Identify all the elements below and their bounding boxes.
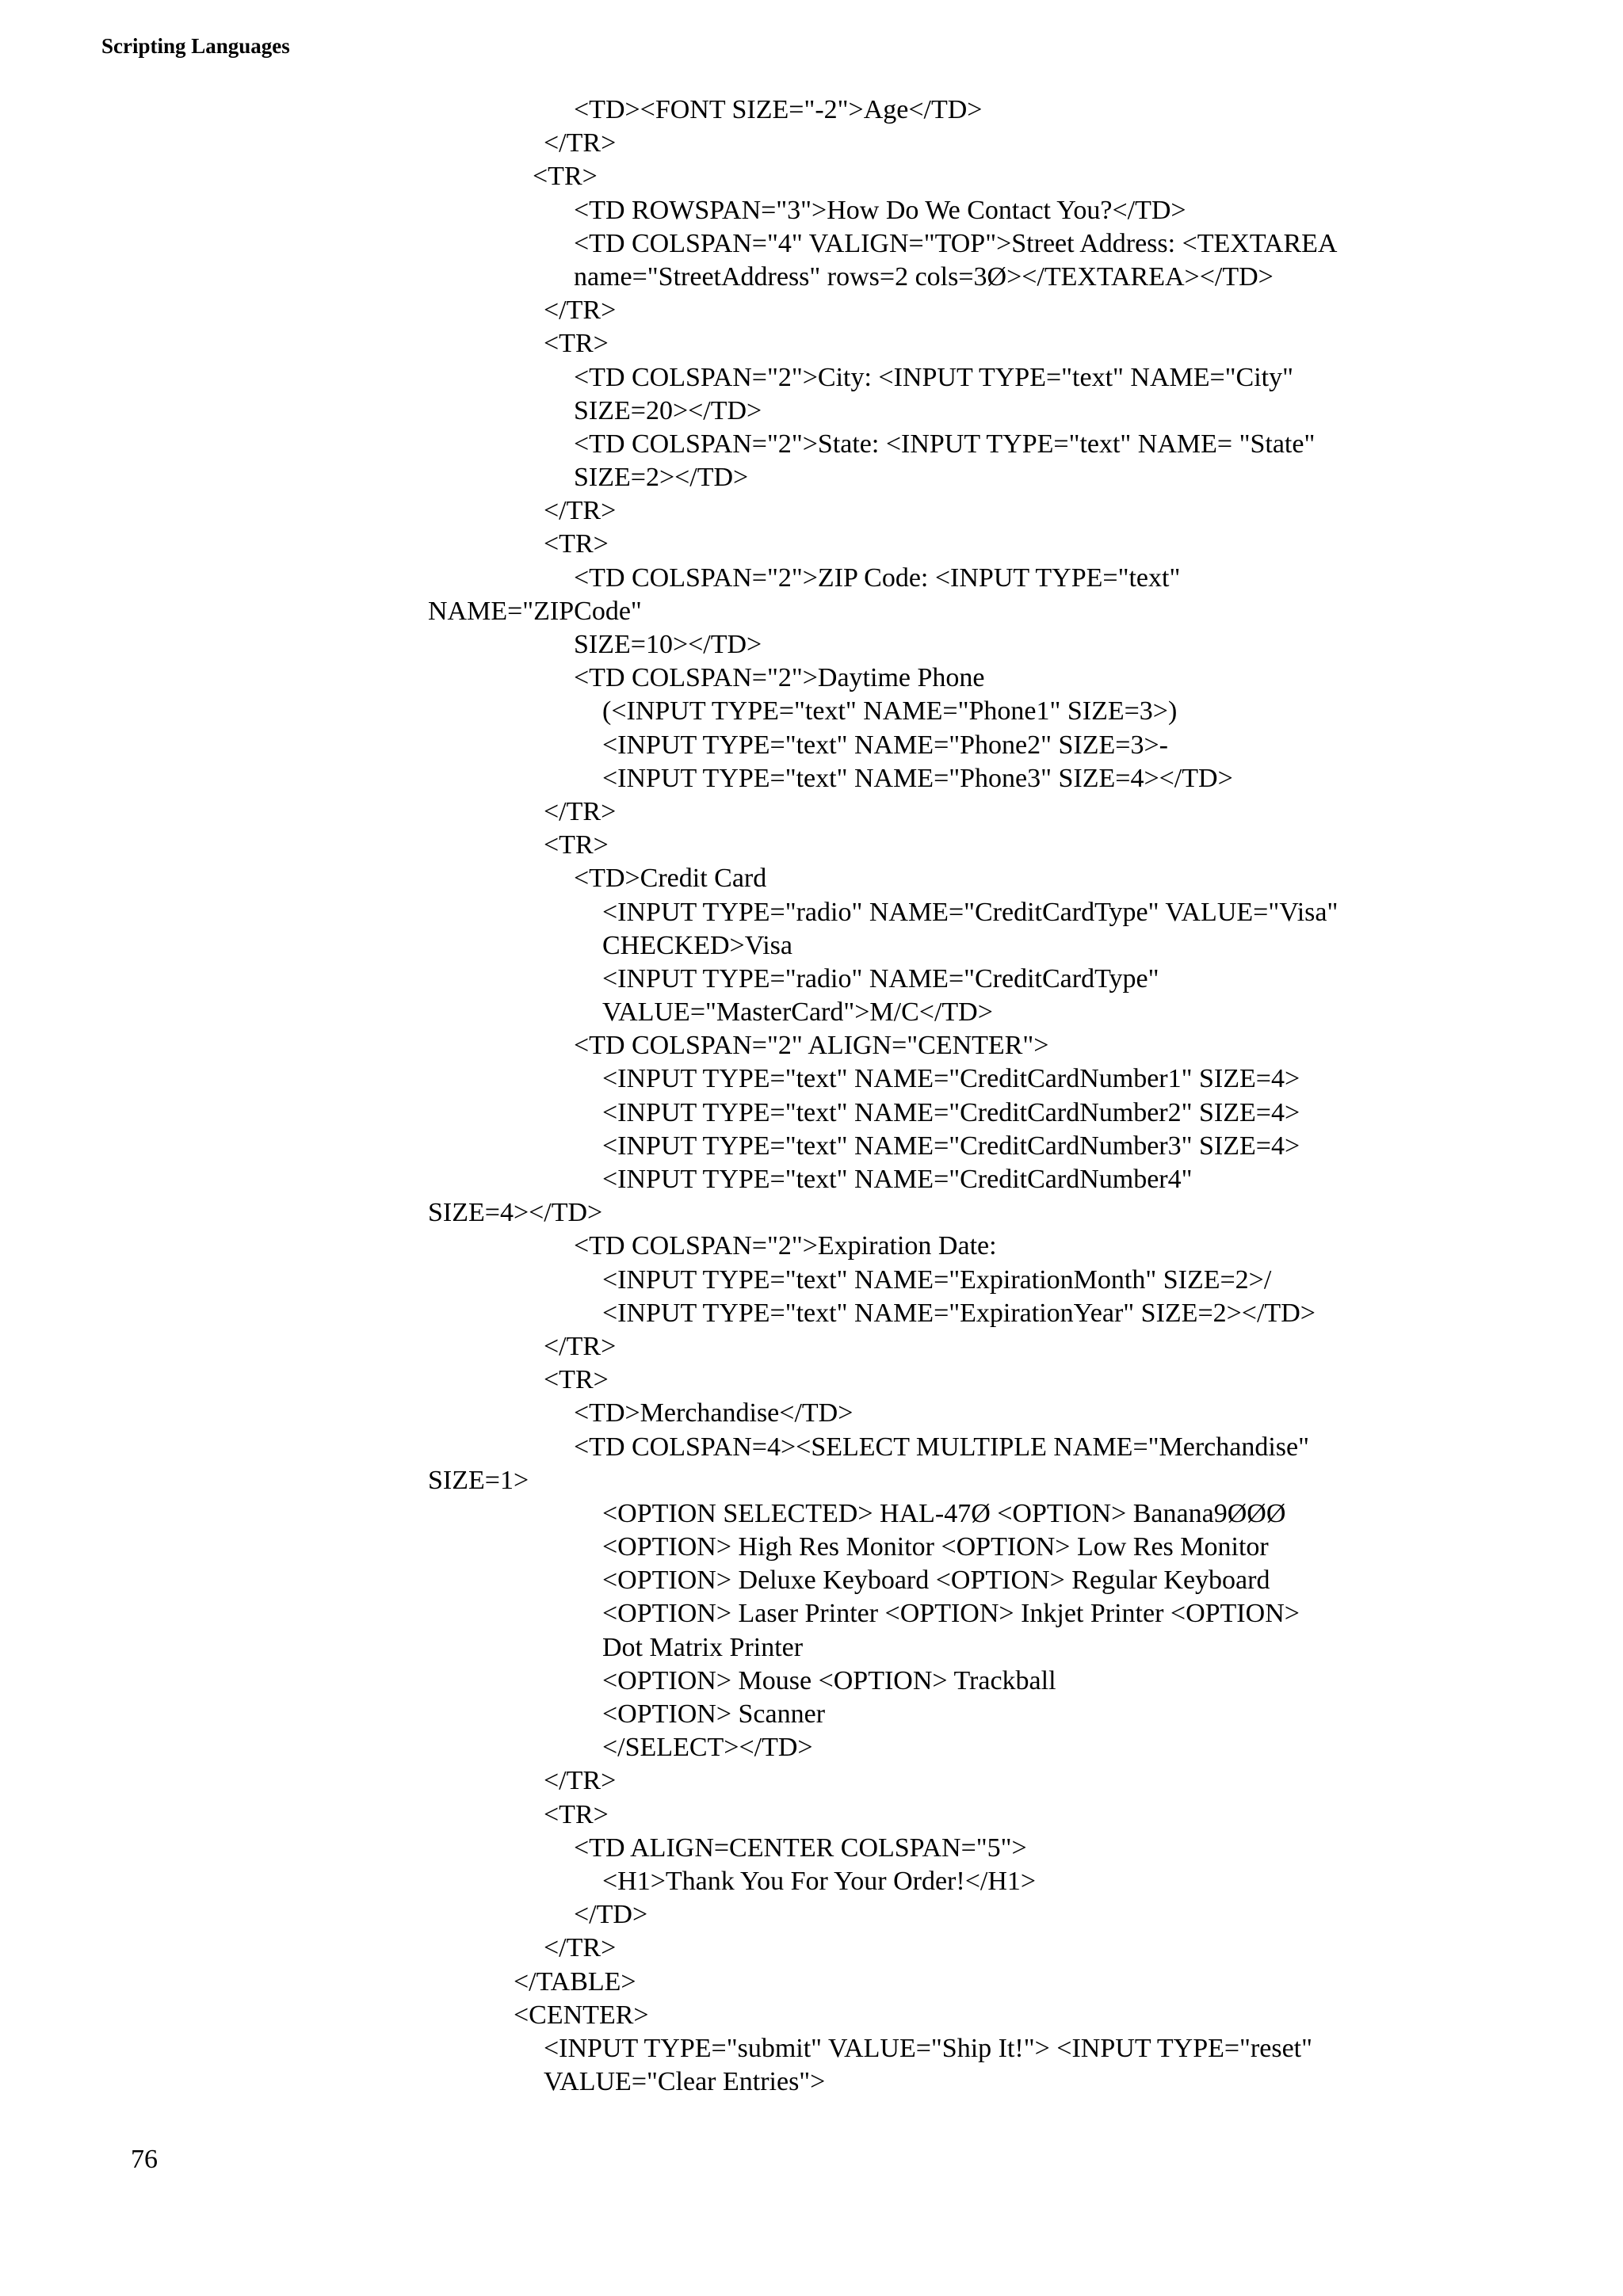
code-line: <TD ROWSPAN="3">How Do We Contact You?</TD> bbox=[574, 195, 1186, 225]
code-line: <TD COLSPAN="2">Daytime Phone bbox=[574, 663, 985, 693]
code-line: </SELECT></TD> bbox=[602, 1733, 813, 1763]
code-line: <INPUT TYPE="radio" NAME="CreditCardType" VALUE="Visa" bbox=[602, 897, 1338, 927]
code-line: <TD><FONT SIZE="-2">Age</TD> bbox=[574, 95, 983, 124]
code-line: name="StreetAddress" rows=2 cols=3Ø></TEXTAREA></TD> bbox=[574, 261, 1274, 292]
code-line: <OPTION> Deluxe Keyboard <OPTION> Regular Keyboard bbox=[602, 1566, 1270, 1596]
code-line: <TD>Credit Card bbox=[574, 864, 767, 894]
code-line: CHECKED>Visa bbox=[602, 930, 793, 960]
code-line: Dot Matrix Printer bbox=[602, 1632, 804, 1662]
code-line: <TD COLSPAN="2">ZIP Code: <INPUT TYPE="text" bbox=[574, 563, 1181, 593]
code-line: SIZE=4></TD> bbox=[428, 1198, 603, 1228]
code-line: <TD COLSPAN="4" VALIGN="TOP">Street Address: <TEXTAREA bbox=[574, 228, 1338, 258]
code-line: <TR> bbox=[544, 830, 609, 860]
code-line: <OPTION SELECTED> HAL-47Ø <OPTION> Banana9ØØØ bbox=[602, 1498, 1286, 1528]
code-line: <INPUT TYPE="text" NAME="ExpirationMonth" SIZE=2>/ bbox=[602, 1264, 1272, 1295]
code-line: </TD> bbox=[574, 1900, 648, 1930]
code-line: <TD COLSPAN=4><SELECT MULTIPLE NAME="Merchandise" bbox=[574, 1432, 1309, 1462]
code-line: <OPTION> High Res Monitor <OPTION> Low Res Monitor bbox=[602, 1532, 1269, 1562]
code-line: <TD COLSPAN="2" ALIGN="CENTER"> bbox=[574, 1031, 1049, 1061]
code-line: VALUE="MasterCard">M/C</TD> bbox=[602, 997, 993, 1028]
code-line: <INPUT TYPE="submit" VALUE="Ship It!"> <INPUT TYPE="reset" bbox=[544, 2033, 1312, 2063]
code-line: <OPTION> Scanner bbox=[602, 1699, 826, 1729]
code-line: <TR> bbox=[544, 529, 609, 559]
code-line: <TD>Merchandise</TD> bbox=[574, 1398, 854, 1428]
code-line: <INPUT TYPE="text" NAME="Phone2" SIZE=3>- bbox=[602, 730, 1168, 760]
code-line: <TR> bbox=[544, 1365, 609, 1395]
code-line: </TR> bbox=[544, 296, 617, 326]
page-number: 76 bbox=[131, 2145, 158, 2174]
code-line: SIZE=10></TD> bbox=[574, 630, 762, 659]
code-line: <TR> bbox=[544, 1799, 609, 1829]
code-line: <INPUT TYPE="text" NAME="CreditCardNumber4" bbox=[602, 1165, 1193, 1194]
code-line: <CENTER> bbox=[514, 2000, 649, 2030]
code-line: <INPUT TYPE="radio" NAME="CreditCardType" bbox=[602, 963, 1159, 994]
code-line: <H1>Thank You For Your Order!</H1> bbox=[602, 1866, 1037, 1896]
code-line: NAME="ZIPCode" bbox=[428, 596, 642, 626]
code-line: VALUE="Clear Entries"> bbox=[544, 2067, 826, 2097]
code-line: <OPTION> Laser Printer <OPTION> Inkjet Printer <OPTION> bbox=[602, 1599, 1300, 1629]
code-line: <TD ALIGN=CENTER COLSPAN="5"> bbox=[574, 1833, 1027, 1863]
code-line: <INPUT TYPE="text" NAME="CreditCardNumber3" SIZE=4> bbox=[602, 1131, 1300, 1161]
code-line: SIZE=2></TD> bbox=[574, 463, 749, 493]
code-line: <INPUT TYPE="text" NAME="ExpirationYear" SIZE=2></TD> bbox=[602, 1298, 1316, 1328]
code-line: <TD COLSPAN="2">Expiration Date: bbox=[574, 1231, 997, 1261]
code-line: <TR> bbox=[544, 329, 609, 359]
code-line: <OPTION> Mouse <OPTION> Trackball bbox=[602, 1665, 1056, 1695]
code-line: </TR> bbox=[544, 1331, 617, 1361]
code-line: SIZE=20></TD> bbox=[574, 395, 762, 425]
code-line: <TD COLSPAN="2">City: <INPUT TYPE="text" NAME="City" bbox=[574, 362, 1294, 392]
code-line: SIZE=1> bbox=[428, 1465, 529, 1495]
code-line: </TR> bbox=[544, 496, 617, 526]
code-line: <TD COLSPAN="2">State: <INPUT TYPE="text" NAME= "State" bbox=[574, 429, 1316, 459]
code-line: (<INPUT TYPE="text" NAME="Phone1" SIZE=3>) bbox=[602, 696, 1178, 727]
code-line: <INPUT TYPE="text" NAME="CreditCardNumber2" SIZE=4> bbox=[602, 1097, 1300, 1127]
code-line: </TR> bbox=[544, 128, 617, 158]
code-line: </TR> bbox=[544, 796, 617, 826]
code-line: <TR> bbox=[533, 162, 598, 192]
code-line: <INPUT TYPE="text" NAME="Phone3" SIZE=4></TD> bbox=[602, 763, 1233, 793]
running-header: Scripting Languages bbox=[101, 34, 290, 58]
code-line: </TR> bbox=[544, 1933, 617, 1963]
code-line: </TR> bbox=[544, 1766, 617, 1796]
code-listing bbox=[0, 93, 1623, 2099]
code-line: </TABLE> bbox=[514, 1966, 636, 1997]
code-line: <INPUT TYPE="text" NAME="CreditCardNumber1" SIZE=4> bbox=[602, 1064, 1300, 1094]
